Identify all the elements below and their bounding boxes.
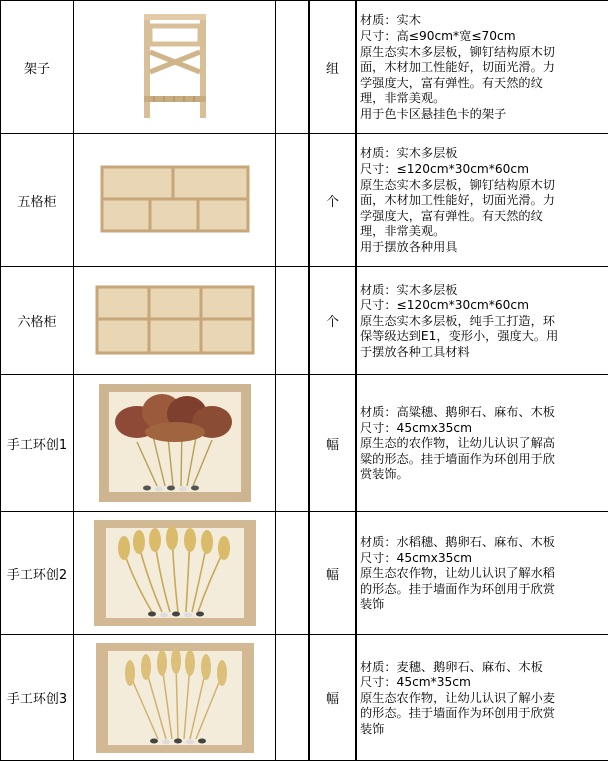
desc-line: 的形态。挂于墙面作为环创用于欣赏 — [360, 582, 608, 598]
six-cube-cabinet-image — [74, 267, 276, 375]
table-row — [1, 134, 608, 267]
item-name: 五格柜 — [1, 134, 74, 267]
desc-line: 于摆放各种工具材料 — [360, 345, 608, 361]
desc-line: 材质：实木多层板 — [360, 146, 608, 162]
desc-line: 尺寸：45cmx35cm — [360, 551, 608, 567]
table-row — [1, 1, 608, 134]
desc-line: 尺寸：≤120cm*30cm*60cm — [360, 298, 608, 314]
item-description — [357, 635, 608, 761]
desc-line: 原生态实木多层板，铆钉结构原木切 — [360, 178, 608, 194]
table-row — [1, 267, 608, 375]
desc-line: 的形态。挂于墙面作为环创用于欣赏 — [360, 706, 608, 722]
item-unit: 个 — [310, 134, 356, 267]
desc-line: 装饰 — [360, 597, 608, 613]
desc-line: 尺寸：高≤90cm*宽≤70cm — [360, 29, 608, 45]
desc-line: 材质：水稻穗、鹅卵石、麻布、木板 — [360, 535, 608, 551]
five-cube-cabinet-image — [74, 134, 276, 267]
desc-line: 尺寸：45cm*35cm — [360, 675, 608, 691]
desc-line: 学强度大，富有弹性。有天然的纹 — [360, 209, 608, 225]
desc-line: 面，木材加工性能好，切面光滑。力 — [360, 60, 608, 76]
item-description — [357, 1, 608, 134]
item-description — [357, 134, 608, 267]
table-row — [1, 635, 608, 761]
desc-line: 材质：实木 — [360, 13, 608, 29]
desc-line: 原生态农作物，让幼儿认识了解小麦 — [360, 691, 608, 707]
desc-line: 粱的形态。挂于墙面作为环创用于欣 — [360, 452, 608, 468]
sorghum-panicle-frame-image — [74, 375, 276, 512]
desc-line: 尺寸：45cmx35cm — [360, 421, 608, 437]
desc-line: 原生态农作物，让幼儿认识了解水稻 — [360, 566, 608, 582]
item-unit: 个 — [310, 267, 356, 375]
desc-line: 用于摆放各种用具 — [360, 240, 608, 256]
item-name: 手工环创3 — [1, 635, 74, 761]
table-row — [1, 375, 608, 512]
item-unit: 组 — [310, 1, 356, 134]
desc-line: 材质：高粱穗、鹅卵石、麻布、木板 — [360, 405, 608, 421]
desc-line: 原生态的农作物，让幼儿认识了解高 — [360, 436, 608, 452]
item-name: 架子 — [1, 1, 74, 134]
desc-line: 材质：实木多层板 — [360, 283, 608, 299]
desc-line: 装饰 — [360, 722, 608, 738]
desc-line: 面，木材加工性能好，切面光滑。力 — [360, 193, 608, 209]
desc-line: 理，非常美观。 — [360, 224, 608, 240]
desc-line: 理，非常美观。 — [360, 91, 608, 107]
desc-line: 材质：麦穗、鹅卵石、麻布、木板 — [360, 660, 608, 676]
desc-line: 赏装饰。 — [360, 467, 608, 483]
rice-ear-frame-image — [74, 512, 276, 635]
item-unit: 幅 — [310, 512, 356, 635]
item-name: 手工环创1 — [1, 375, 74, 512]
item-name: 手工环创2 — [1, 512, 74, 635]
desc-line: 学强度大，富有弹性。有天然的纹 — [360, 76, 608, 92]
desc-line: 用于色卡区悬挂色卡的架子 — [360, 107, 608, 123]
desc-line: 保等级达到E1，变形小，强度大。用 — [360, 329, 608, 345]
item-description — [357, 512, 608, 635]
item-name: 六格柜 — [1, 267, 74, 375]
wooden-easel-shelf-image — [74, 1, 276, 134]
table-row — [1, 512, 608, 635]
wheat-ear-frame-image — [74, 635, 276, 761]
desc-line: 原生态实木多层板，铆钉结构原木切 — [360, 45, 608, 61]
item-unit: 幅 — [310, 635, 356, 761]
item-description — [357, 267, 608, 375]
desc-line: 尺寸：≤120cm*30cm*60cm — [360, 162, 608, 178]
item-unit: 幅 — [310, 375, 356, 512]
item-description — [357, 375, 608, 512]
desc-line: 原生态实木多层板，纯手工打造，环 — [360, 314, 608, 330]
